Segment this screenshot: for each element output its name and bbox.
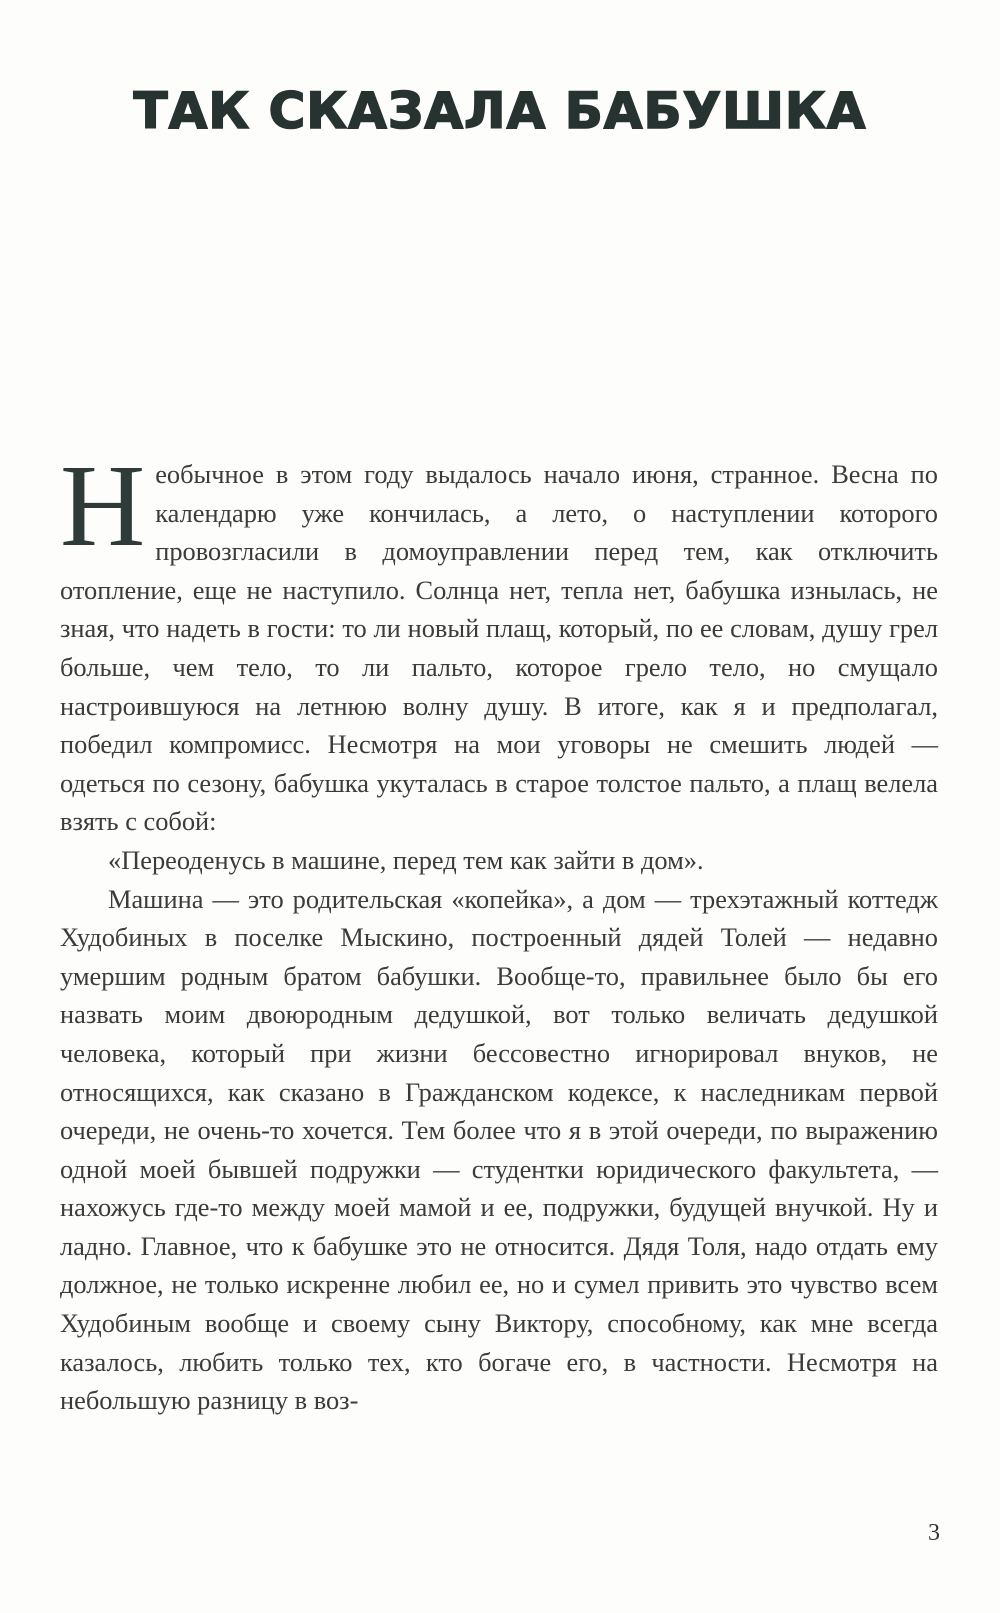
chapter-body (60, 440, 938, 1420)
paragraph-1-text: еобычное в этом году выдалось начало июня, странное. Весна по календарю уже кончилась, а лето, о наступлении которого провозгласили в домоуправлении перед тем, как отключить отопление, еще не наступило. Солнца нет, тепла нет, бабушка изнылась, не зная, что надеть в гости: то ли новый плащ, который, по ее словам, душу грел больше, чем тело, то ли пальто, которое грело тело, но смущало настроившуюся на летнюю волну душу. В итоге, как я и предполагал, победил компромисс. Несмотря на мои уговоры не смешить людей — одеться по сезону, бабушка укуталась в старое толстое пальто, а плащ велела взять с собой: (60, 459, 938, 837)
paragraph-2: «Переоденусь в машине, перед тем как зайти в дом». (108, 844, 704, 875)
drop-cap: Н (60, 440, 146, 571)
page-number: 3 (928, 1520, 940, 1546)
paragraph-3: Машина — это родительская «копейка», а дом — трехэтажный коттедж Худобиных в поселке Мыскино, построенный дядей Толей — недавно умершим родным братом бабушки. Вообще-то, правильнее было бы его назвать моим двоюродным дедушкой, вот только величать дедушкой человека, который при жизни бессовестно игнорировал внуков, не относящихся, как сказано в Гражданском кодексе, к наследникам первой очереди, не очень-то хочется. Тем более что я в этой очереди, по выражению одной моей бывшей подружки — студентки юридического факультета, — нахожусь где-то между моей мамой и ее, подружки, будущей внучкой. Ну и ладно. Главное, что к бабушке это не относится. Дядя Толя, надо отдать ему должное, не только искренне любил ее, но и сумел привить это чувство всем Худобиным вообще и своему сыну Виктору, способному, как мне всегда казалось, любить только тех, кто богаче его, в частности. Несмотря на небольшую разницу в воз- (60, 883, 938, 1416)
chapter-title: ТАК СКАЗАЛА БАБУШКА (133, 82, 867, 140)
paragraph-1 (60, 440, 938, 841)
